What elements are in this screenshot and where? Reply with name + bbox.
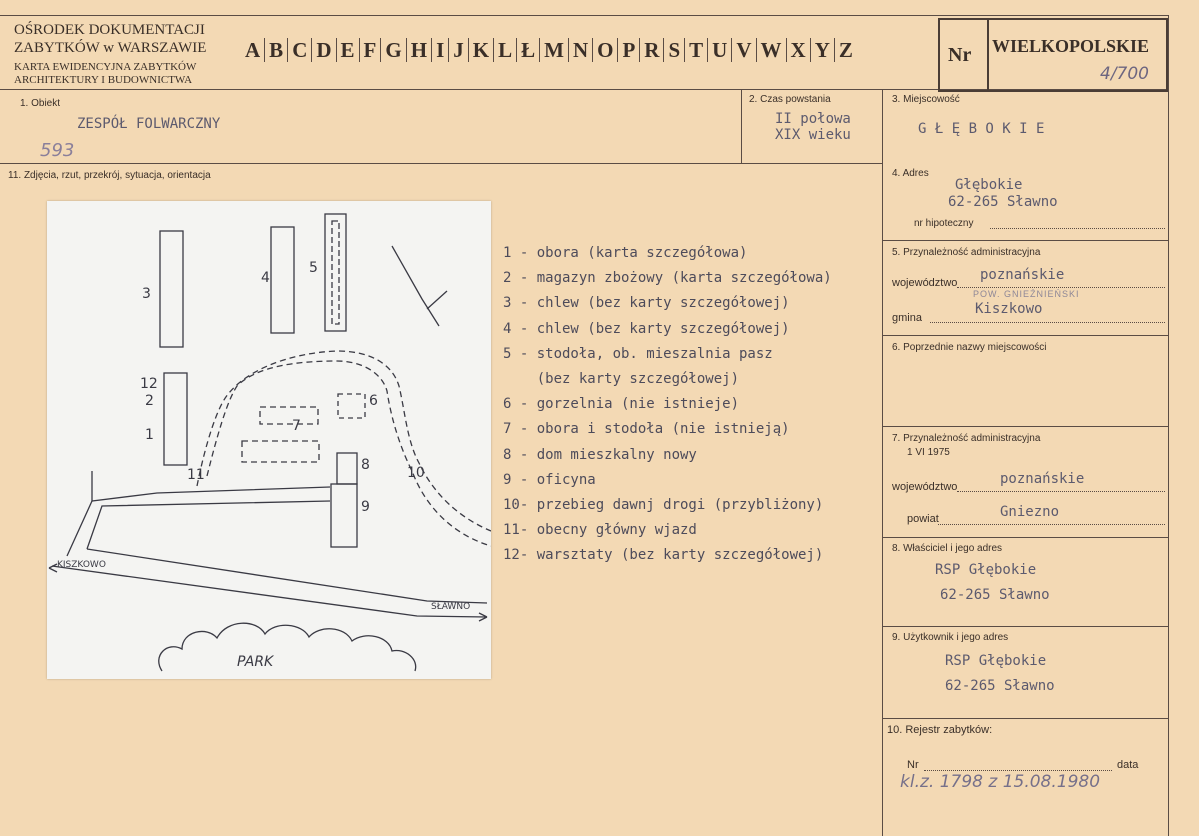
plan-label-11: 11 [187, 467, 205, 483]
org-line1: OŚRODEK DOKUMENTACJI [14, 22, 205, 38]
poprzednie-label: 6. Poprzednie nazwy miejscowości [892, 342, 1047, 353]
plan-label-12: 12 [140, 376, 158, 392]
rejestr-handwritten: kl.z. 1798 z 15.08.1980 [900, 772, 1101, 792]
letter-14: N [569, 38, 593, 62]
divider-poprzednie [883, 426, 1168, 427]
uzytkownik-value2: 62-265 Sławno [945, 678, 1055, 694]
letter-18: S [664, 38, 685, 62]
plan-label-slawno: SŁAWNO [431, 602, 471, 612]
letter-24: Y [811, 38, 835, 62]
letter-7: H [407, 38, 432, 62]
przyn-label: 5. Przynależność administracyjna [892, 247, 1041, 258]
obiekt-label: 1. Obiekt [20, 98, 61, 109]
plan-label-10: 10 [407, 465, 425, 481]
site-plan-drawing [47, 201, 491, 679]
obiekt-handwritten: 593 [40, 140, 75, 161]
wlasciciel-value2: 62-265 Sławno [940, 587, 1050, 603]
card-line1: KARTA EWIDENCYJNA ZABYTKÓW [14, 61, 197, 73]
letter-25: Z [838, 38, 853, 62]
plan-label-3: 3 [142, 286, 151, 302]
letter-23: X [787, 38, 811, 62]
powiat-label: powiat [907, 513, 939, 525]
letter-2: C [288, 38, 312, 62]
site-plan [47, 201, 491, 679]
czas-value1: II połowa [775, 111, 851, 127]
wlasciciel-value1: RSP Głębokie [935, 562, 1037, 578]
letter-5: F [360, 38, 382, 62]
plan-label-4: 4 [261, 270, 270, 286]
card-line2: ARCHITEKTURY I BUDOWNICTWA [14, 74, 193, 86]
letter-22: W [757, 38, 787, 62]
wlasciciel-label: 8. Właściciel i jego adres [892, 543, 1003, 554]
letter-13: M [540, 38, 569, 62]
rejestr-data-label: data [1117, 759, 1139, 771]
legend-item: 10- przebieg dawnj drogi (przybliżony) [503, 496, 824, 513]
uzytkownik-label: 9. Użytkownik i jego adres [892, 632, 1009, 643]
row1-divider [0, 163, 883, 164]
adres-label: 4. Adres [892, 168, 929, 179]
woj-stamp: POW. GNIEŹNIEŃSKI [973, 289, 1080, 299]
letter-17: R [640, 38, 664, 62]
obiekt-value: ZESPÓŁ FOLWARCZNY [77, 116, 221, 132]
czas-label: 2. Czas powstania [749, 94, 831, 105]
przyn75-label: 7. Przynależność administracyjna [892, 433, 1041, 444]
miejscowosc-value: G Ł Ę B O K I E [918, 121, 1045, 137]
letter-16: P [618, 38, 640, 62]
letter-15: O [593, 38, 618, 62]
divider-przyn [883, 335, 1168, 336]
letter-8: I [432, 38, 449, 62]
woj-value: poznańskie [980, 267, 1065, 283]
powiat-value: Gniezno [1000, 504, 1060, 520]
legend-item: 8 - dom mieszkalny nowy [503, 446, 697, 463]
woj-line [957, 287, 1165, 288]
woj-label: województwo [892, 277, 958, 289]
letter-10: K [469, 38, 494, 62]
plan-label-park: PARK [237, 654, 274, 670]
letter-21: V [732, 38, 756, 62]
hipoteczny-line [990, 228, 1165, 229]
legend-item: 11- obecny główny wjazd [503, 522, 697, 539]
legend-item: 12- warsztaty (bez karty szczegółowej) [503, 547, 824, 564]
gmina-line [930, 322, 1165, 323]
zdjecia-label: 11. Zdjęcia, rzut, przekrój, sytuacja, orientacja [8, 170, 211, 181]
rejestr-nr-line [924, 770, 1112, 771]
legend-item: 2 - magazyn zbożowy (karta szczegółowa) [503, 270, 832, 287]
legend-item: 9 - oficyna [503, 471, 596, 488]
adres-value1: Głębokie [955, 177, 1023, 193]
letter-9: J [449, 38, 469, 62]
plan-label-8: 8 [361, 457, 370, 473]
region-name: WIELKOPOLSKIE [992, 36, 1150, 56]
divider-wlasciciel [883, 626, 1168, 627]
plan-label-6: 6 [369, 393, 378, 409]
letter-3: D [312, 38, 336, 62]
legend-item: 5 - stodoła, ob. mieszalnia pasz [503, 345, 773, 362]
plan-label-2: 2 [145, 393, 154, 409]
letter-0: A [241, 38, 265, 62]
gmina-label: gmina [892, 312, 922, 324]
top-border [0, 15, 1168, 16]
letter-4: E [337, 38, 360, 62]
legend-item: (bez karty szczegółowej) [503, 370, 740, 387]
plan-label-kiszkowo: KISZKOWO [57, 560, 106, 570]
uzytkownik-value1: RSP Głębokie [945, 653, 1047, 669]
letter-11: L [494, 38, 517, 62]
nr-box [938, 18, 1168, 92]
alphabet-index [241, 38, 857, 62]
czas-left-divider [741, 89, 742, 163]
plan-label-1: 1 [145, 427, 154, 443]
nr-label-cell [940, 20, 989, 90]
legend-item: 3 - chlew (bez karty szczegółowej) [503, 295, 790, 312]
hipoteczny-label: nr hipoteczny [914, 218, 974, 229]
woj75-line [957, 491, 1165, 492]
right-border [1168, 15, 1169, 836]
divider-uzytkownik [883, 718, 1168, 719]
letter-20: U [708, 38, 732, 62]
plan-label-9: 9 [361, 499, 370, 515]
org-line2: ZABYTKÓW w WARSZAWIE [14, 40, 207, 56]
right-column-divider [882, 89, 883, 836]
legend-item: 7 - obora i stodoła (nie istnieją) [503, 421, 790, 438]
miejscowosc-label: 3. Miejscowość [892, 94, 960, 105]
divider-adres [883, 240, 1168, 241]
letter-12: Ł [517, 38, 540, 62]
letter-19: T [685, 38, 708, 62]
legend-item: 4 - chlew (bez karty szczegółowej) [503, 320, 790, 337]
adres-value2: 62-265 Sławno [948, 194, 1058, 210]
czas-value2: XIX wieku [775, 127, 851, 143]
nr-label: Nr [948, 44, 972, 66]
nr-handwritten: 4/700 [1100, 64, 1149, 84]
woj75-label: województwo [892, 481, 958, 493]
letter-6: G [381, 38, 406, 62]
plan-label-5: 5 [309, 260, 318, 276]
letter-1: B [265, 38, 288, 62]
plan-legend [503, 241, 832, 568]
przyn75-date: 1 VI 1975 [907, 447, 950, 458]
powiat-line [938, 524, 1165, 525]
rejestr-nr-label: Nr [907, 759, 919, 771]
rejestr-label: 10. Rejestr zabytków: [887, 724, 993, 736]
gmina-value: Kiszkowo [975, 301, 1043, 317]
divider-przyn75 [883, 537, 1168, 538]
legend-item: 6 - gorzelnia (nie istnieje) [503, 396, 740, 413]
plan-label-7: 7 [292, 418, 301, 434]
legend-item: 1 - obora (karta szczegółowa) [503, 245, 748, 261]
woj75-value: poznańskie [1000, 471, 1085, 487]
